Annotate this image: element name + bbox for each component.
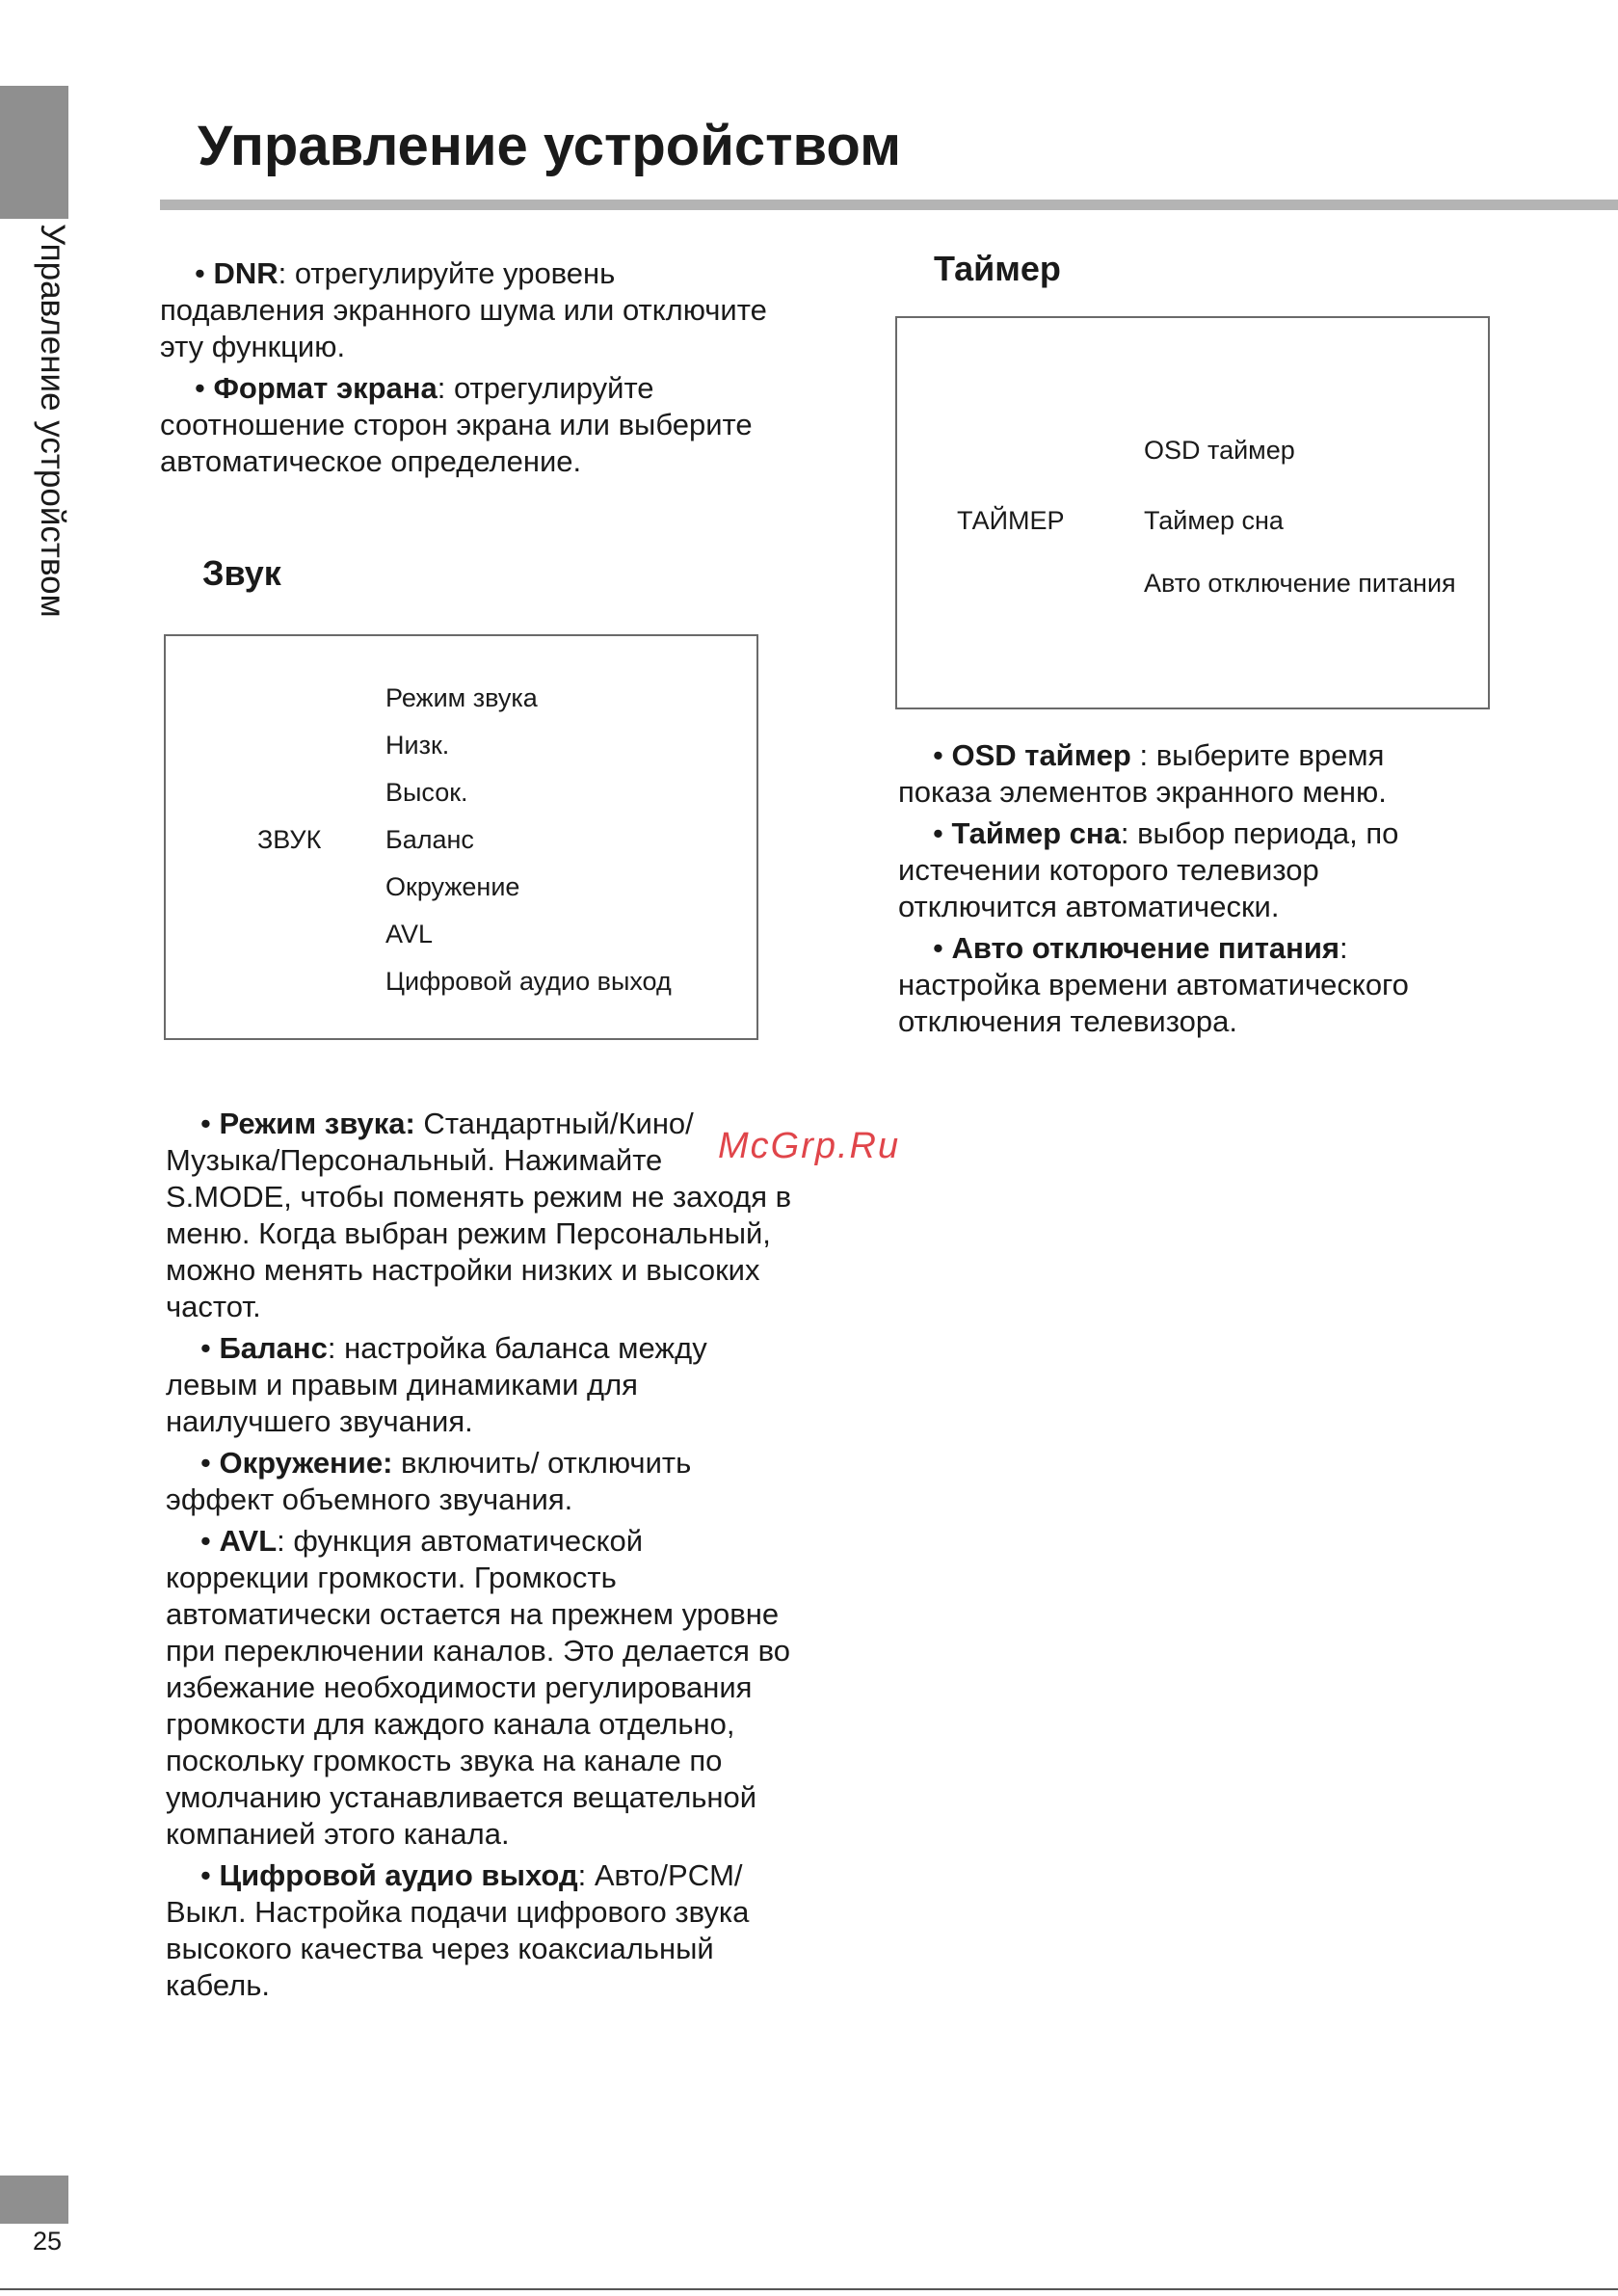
list-item: • Формат экрана: отрегулируйте соотношение сторон экрана или выберите автоматическое определение. [160, 371, 753, 478]
sound-menu-item: Окружение [385, 872, 520, 901]
item-term: Режим звука: [219, 1107, 415, 1140]
list-item: • Таймер сна: выбор периода, по истечении которого телевизор отключится автоматически. [898, 816, 1399, 923]
sound-heading: Звук [202, 553, 281, 593]
picture-settings-list [160, 255, 777, 485]
list-item: • DNR: отрегулируйте уровень подавления экранного шума или отключите эту функцию. [160, 256, 767, 363]
timer-menu-diagram [895, 316, 1490, 709]
sound-menu-item: Баланс [385, 825, 474, 854]
sound-menu-item: Низк. [385, 731, 450, 760]
timer-settings-list [898, 737, 1476, 1045]
page-tab-marker [0, 2176, 68, 2224]
item-term: AVL [219, 1524, 278, 1558]
page-title: Управление устройством [198, 115, 901, 177]
list-item: • Режим звука: Стандартный/Кино/ Музыка/Персональный. Нажимайте S.MODE, чтобы поменять режим не заходя в меню. Когда выбран режим Персональный, можно менять настройки низких и высоких частот. [166, 1107, 792, 1323]
sound-menu-label: ЗВУК [257, 825, 322, 854]
timer-heading: Таймер [934, 249, 1061, 288]
sound-menu-item: Цифровой аудио выход [385, 967, 672, 996]
sound-menu-item: AVL [385, 920, 434, 948]
item-term: Цифровой аудио выход [219, 1858, 578, 1892]
list-item: • AVL: функция автоматической коррекции громкости. Громкость автоматически остается на прежнем уровне при переключении каналов. Это делается во избежание необходимости регулирования громкости для каждого канала отдельно, поскольку громкость звука на канале по умолчанию устанавливается вещательной компанией этого канала. [166, 1524, 790, 1851]
list-item: • Баланс: настройка баланса между левым и правым динамиками для наилучшего звучания. [166, 1331, 707, 1438]
item-description: : Авто/PCM/Выкл. Настройка подачи цифрового звука высокого качества через коаксиальный кабель. [166, 1858, 750, 2002]
title-rule [160, 200, 1618, 210]
item-description: Стандартный/Кино/ Музыка/Персональный. Нажимайте S.MODE, чтобы поменять режим не заходя в меню. Когда выбран режим Персональный, можно менять настройки низких и высоких частот. [166, 1107, 792, 1323]
timer-menu-item: OSD таймер [1144, 436, 1295, 465]
watermark-text: McGrp.Ru [718, 1126, 901, 1166]
item-term: Таймер сна [951, 816, 1121, 850]
item-term: Баланс [219, 1331, 328, 1365]
timer-menu-label: ТАЙМЕР [957, 506, 1065, 535]
sound-settings-list [166, 1106, 792, 2009]
item-term: OSD таймер [951, 738, 1131, 772]
item-term: Формат экрана [213, 371, 438, 405]
side-section-label: Управление устройством [34, 224, 71, 618]
timer-menu-item: Авто отключение питания [1144, 569, 1456, 598]
item-term: Авто отключение питания [951, 931, 1339, 965]
sound-menu-diagram [164, 634, 758, 1040]
sound-menu-item: Высок. [385, 778, 468, 807]
item-description: : выберите время показа элементов экранного меню. [898, 738, 1387, 809]
sound-menu-item: Режим звука [385, 683, 538, 712]
item-description: : отрегулируйте соотношение сторон экрана или выберите автоматическое определение. [160, 371, 753, 478]
item-description: : настройка времени автоматического отключения телевизора. [898, 931, 1409, 1038]
item-description: : настройка баланса между левым и правым динамиками для наилучшего звучания. [166, 1331, 707, 1438]
list-item: • Авто отключение питания: настройка времени автоматического отключения телевизора. [898, 931, 1409, 1038]
item-description: : выбор периода, по истечении которого телевизор отключится автоматически. [898, 816, 1399, 923]
page-number: 25 [33, 2227, 63, 2256]
item-description: : отрегулируйте уровень подавления экранного шума или отключите эту функцию. [160, 256, 767, 363]
list-item: • Цифровой аудио выход: Авто/PCM/Выкл. Настройка подачи цифрового звука высокого качества через коаксиальный кабель. [166, 1858, 750, 2002]
item-term: Окружение: [219, 1446, 393, 1480]
item-description: включить/ отключить эффект объемного звучания. [166, 1446, 692, 1516]
item-description: : функция автоматической коррекции громкости. Громкость автоматически остается на прежнем уровне при переключении каналов. Это делается во избежание необходимости регулирования громкости для каждого канала отдельно, поскольку громкость звука на канале по умолчанию устанавливается вещательной компанией этого канала. [166, 1524, 790, 1851]
list-item: • Окружение: включить/ отключить эффект объемного звучания. [166, 1446, 692, 1516]
item-term: DNR [213, 256, 279, 290]
list-item: • OSD таймер : выберите время показа элементов экранного меню. [898, 738, 1387, 809]
bottom-divider [0, 2288, 1618, 2290]
timer-menu-item: Таймер сна [1144, 506, 1284, 535]
side-tab-marker [0, 86, 68, 219]
